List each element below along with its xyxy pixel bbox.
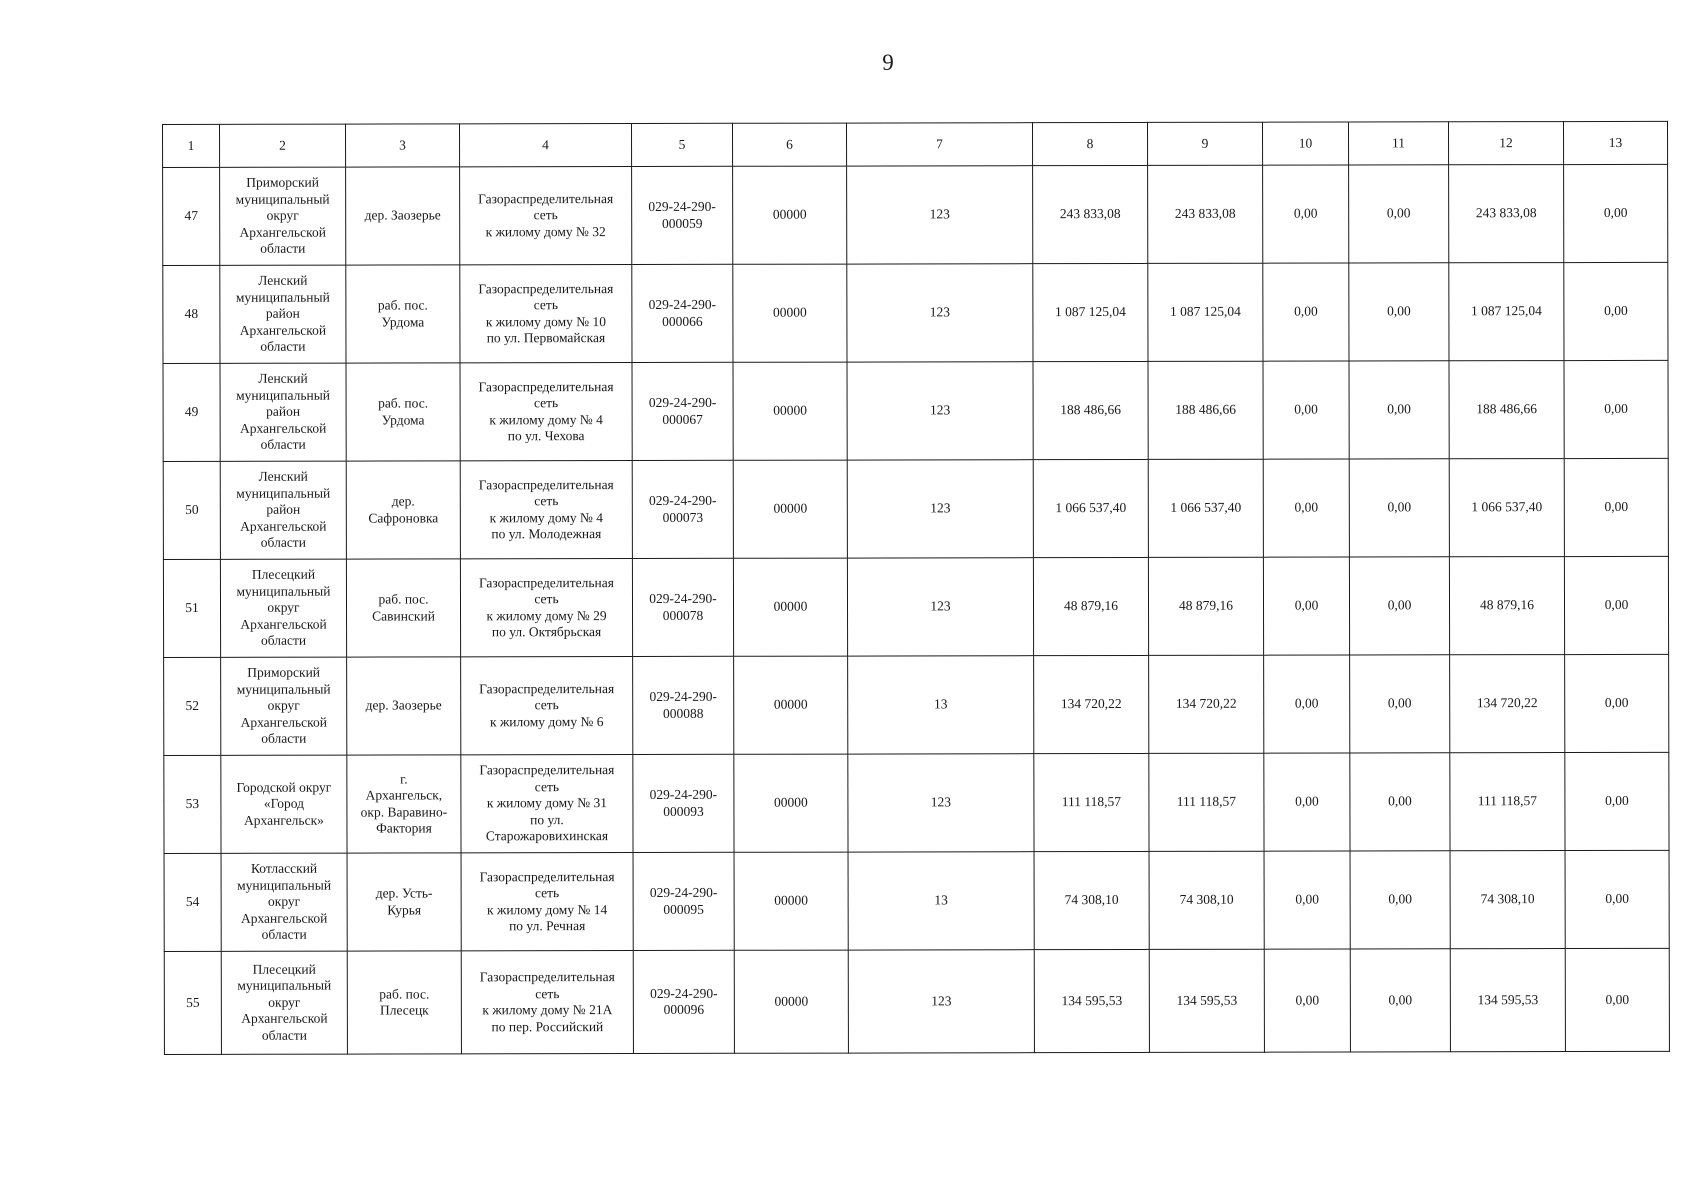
cell-text-line: к жилому дому № 4 (489, 509, 604, 525)
cell-text-line: раб. пос. (378, 591, 429, 607)
cell-text-line: муниципальный (236, 681, 331, 697)
column-header-4: 4 (460, 124, 632, 167)
column-9-cell: 134 595,53 (1149, 949, 1264, 1052)
cell-text-line: Плесецк (379, 1002, 429, 1018)
column-11-cell: 0,00 (1349, 557, 1449, 655)
cell-text-line: Газораспределительная (478, 378, 614, 394)
cell-text-line: к жилому дому № 10 (485, 313, 607, 329)
table-row (164, 948, 1669, 1054)
municipality-cell (221, 951, 347, 1054)
object-code-cell (632, 166, 733, 264)
object-code-cell (632, 264, 733, 362)
cell-text-line: Урдома (381, 313, 425, 330)
object-name-cell (460, 559, 632, 657)
cell-text-line: области (261, 1027, 307, 1043)
cell-text-line: Архангельской (239, 322, 327, 338)
municipality-cell (221, 853, 347, 951)
column-12-cell: 134 595,53 (1450, 949, 1565, 1052)
cell-text-line: 000088 (662, 705, 704, 721)
row-number-cell: 49 (163, 363, 220, 461)
column-7-cell: 13 (848, 656, 1034, 754)
cell-text-line: 029-24-290- (649, 884, 718, 900)
column-header-1: 1 (163, 124, 220, 167)
column-13-cell: 0,00 (1564, 556, 1668, 654)
cell-text-line: муниципальный (237, 977, 332, 994)
settlement-cell (346, 559, 460, 657)
cell-text-line: муниципальный (236, 387, 331, 403)
column-12-cell: 48 879,16 (1449, 557, 1564, 655)
column-header-2: 2 (220, 124, 346, 167)
cell-text-line: Газораспределительная (479, 680, 615, 697)
column-10-cell: 0,00 (1263, 557, 1349, 655)
cell-text-line: Газораспределительная (479, 868, 615, 884)
settlement-cell (347, 755, 461, 853)
cell-text-line: области (261, 926, 307, 943)
column-11-cell: 0,00 (1349, 165, 1449, 263)
settlement-cell (346, 167, 460, 265)
cell-text-line: Курья (387, 901, 422, 918)
cell-text-line: раб. пос. (377, 297, 428, 313)
cell-text-line: Ленский (258, 370, 308, 387)
column-12-cell: 188 486,66 (1449, 361, 1564, 459)
cell-text-line: сеть (534, 697, 559, 713)
column-10-cell: 0,00 (1263, 263, 1349, 361)
column-7-cell: 123 (848, 754, 1034, 852)
cell-text-line: Плесецкий (252, 961, 316, 977)
object-code-cell (633, 852, 734, 950)
column-9-cell: 111 118,57 (1149, 753, 1264, 851)
column-7-cell: 123 (847, 362, 1033, 460)
cell-text-line: округ (266, 207, 299, 224)
column-12-cell: 243 833,08 (1449, 165, 1564, 263)
column-13-cell: 0,00 (1565, 850, 1669, 948)
column-12-cell: 134 720,22 (1450, 655, 1565, 753)
cell-text-line: раб. пос. (379, 985, 430, 1002)
cell-text-line: Архангельской (241, 1010, 328, 1027)
cell-text-line: округ (268, 994, 301, 1010)
cell-text-line: муниципальный (237, 877, 332, 893)
column-9-cell: 74 308,10 (1149, 851, 1264, 949)
column-6-cell: 00000 (734, 852, 848, 950)
column-8-cell: 1 087 125,04 (1033, 263, 1148, 361)
column-11-cell: 0,00 (1350, 753, 1450, 851)
column-6-cell: 00000 (733, 460, 847, 558)
cell-text-line: области (260, 632, 307, 649)
cell-text-line: «Город (263, 795, 304, 812)
cell-text-line: 029-24-290- (649, 786, 718, 802)
column-13-cell: 0,00 (1565, 752, 1669, 850)
object-name-cell (460, 167, 632, 265)
cell-text-line: к жилому дому № 29 (486, 607, 607, 623)
column-header-7: 7 (846, 123, 1032, 166)
column-13-cell: 0,00 (1564, 458, 1668, 556)
cell-text-line: 000066 (662, 313, 703, 329)
table-row (163, 262, 1668, 363)
settlement-cell (347, 951, 461, 1054)
row-number-cell: 52 (164, 657, 221, 755)
object-name-cell (461, 755, 633, 853)
cell-text-line: сеть (533, 207, 558, 223)
column-10-cell: 0,00 (1263, 165, 1349, 263)
column-6-cell: 00000 (733, 362, 847, 460)
header-row (163, 121, 1668, 167)
cell-text-line: раб. пос. (378, 395, 429, 411)
cell-text-line: 029-24-290- (648, 198, 716, 214)
cell-text-line: области (260, 240, 306, 257)
column-10-cell: 0,00 (1264, 753, 1350, 851)
column-9-cell: 48 879,16 (1148, 557, 1263, 655)
column-7-cell: 123 (847, 264, 1033, 362)
object-name-cell (460, 461, 632, 559)
cell-text-line: к жилому дому № 31 (486, 795, 608, 811)
cell-text-line: 000095 (663, 901, 704, 917)
column-7-cell: 123 (847, 558, 1033, 656)
cell-text-line: дер. Заозерье (364, 207, 441, 223)
cell-text-line: Ленский (258, 468, 308, 485)
row-number-cell: 47 (163, 167, 220, 265)
cell-text-line: по ул. Октябрьская (491, 624, 602, 640)
column-7-cell: 123 (848, 950, 1034, 1053)
column-12-cell: 74 308,10 (1450, 851, 1565, 949)
column-header-9: 9 (1147, 122, 1262, 165)
column-12-cell: 1 066 537,40 (1449, 459, 1564, 557)
cell-text-line: Савинский (372, 607, 435, 624)
object-code-cell (632, 362, 733, 460)
column-11-cell: 0,00 (1349, 459, 1449, 557)
cell-text-line: окр. Варавино- (360, 803, 448, 820)
column-13-cell: 0,00 (1564, 360, 1668, 458)
column-10-cell: 0,00 (1264, 851, 1350, 949)
column-header-12: 12 (1448, 122, 1563, 165)
cell-text-line: Архангельск» (244, 812, 324, 828)
column-8-cell: 111 118,57 (1034, 753, 1149, 851)
column-8-cell: 188 486,66 (1033, 361, 1148, 459)
cell-text-line: муниципальный (235, 191, 330, 207)
municipality-cell (220, 167, 346, 265)
column-8-cell: 243 833,08 (1033, 165, 1148, 263)
cell-text-line: по ул. Речная (509, 918, 586, 934)
column-13-cell: 0,00 (1565, 654, 1669, 752)
cell-text-line: к жилому дому № 21А (482, 1002, 613, 1018)
column-7-cell: 13 (848, 852, 1034, 950)
municipality-cell (220, 559, 346, 657)
cell-text-line: 000093 (663, 803, 704, 819)
column-8-cell: 1 066 537,40 (1033, 459, 1148, 557)
settlement-cell (346, 461, 460, 559)
object-code-cell (633, 754, 734, 852)
cell-text-line: 000078 (662, 607, 704, 623)
column-9-cell: 243 833,08 (1148, 165, 1263, 263)
cell-text-line: Архангельской (240, 714, 327, 730)
cell-text-line: по ул. Первомайская (486, 330, 606, 346)
column-11-cell: 0,00 (1349, 361, 1449, 459)
table-row (163, 556, 1668, 657)
settlement-cell (347, 853, 461, 951)
cell-text-line: по ул. Молодежная (491, 526, 602, 542)
cell-text-line: сеть (533, 297, 559, 313)
cell-text-line: округ (267, 697, 300, 714)
cell-text-line: к жилому дому № 32 (485, 223, 606, 240)
table-row (164, 654, 1669, 755)
cell-text-line: Урдома (381, 411, 425, 428)
object-name-cell (461, 853, 633, 951)
settlement-cell (346, 363, 460, 461)
column-11-cell: 0,00 (1350, 655, 1450, 753)
column-10-cell: 0,00 (1264, 655, 1350, 753)
column-6-cell: 00000 (734, 754, 848, 852)
column-12-cell: 1 087 125,04 (1449, 263, 1564, 361)
settlement-cell (346, 265, 460, 363)
cell-text-line: сеть (535, 985, 560, 1001)
cell-text-line: Старожаровихинская (485, 828, 609, 844)
object-code-cell (632, 558, 733, 656)
municipality-cell (220, 363, 346, 461)
object-name-cell (461, 657, 633, 755)
column-10-cell: 0,00 (1263, 459, 1349, 557)
cell-text-line: сеть (533, 395, 559, 411)
cell-text-line: Архангельской (240, 616, 327, 632)
column-11-cell: 0,00 (1350, 949, 1450, 1052)
cell-text-line: сеть (534, 591, 559, 607)
municipality-cell (220, 461, 346, 559)
row-number-cell: 50 (163, 461, 220, 559)
table-row (163, 360, 1668, 461)
column-13-cell: 0,00 (1565, 948, 1669, 1051)
cell-text-line: Архангельской (240, 910, 328, 926)
cell-text-line: район (265, 305, 300, 322)
row-number-cell: 54 (164, 853, 221, 951)
row-number-cell: 48 (163, 265, 220, 363)
object-code-cell (633, 656, 734, 754)
cell-text-line: Газораспределительная (478, 574, 614, 590)
cell-text-line: Сафроновка (368, 509, 439, 526)
column-header-6: 6 (732, 123, 846, 166)
page-number: 9 (882, 50, 894, 75)
column-6-cell: 00000 (733, 166, 847, 264)
column-6-cell: 00000 (733, 558, 847, 656)
cell-text-line: муниципальный (236, 583, 331, 599)
cell-text-line: сеть (534, 885, 560, 901)
cell-text-line: Приморский (247, 664, 321, 681)
column-13-cell: 0,00 (1564, 262, 1668, 360)
cell-text-line: район (266, 501, 301, 518)
column-10-cell: 0,00 (1264, 949, 1350, 1052)
cell-text-line: округ (267, 599, 300, 616)
column-header-10: 10 (1262, 122, 1348, 165)
cell-text-line: по ул. Чехова (507, 428, 585, 444)
cell-text-line: к жилому дому № 6 (490, 713, 604, 730)
cell-text-line: район (266, 403, 301, 420)
column-header-3: 3 (346, 124, 460, 167)
cell-text-line: Газораспределительная (478, 190, 614, 207)
column-header-8: 8 (1032, 122, 1147, 165)
object-code-cell (632, 460, 733, 558)
column-6-cell: 00000 (733, 264, 847, 362)
cell-text-line: 000073 (662, 509, 704, 525)
cell-text-line: Газораспределительная (478, 476, 614, 492)
column-6-cell: 00000 (734, 656, 848, 754)
cell-text-line: Архангельской (239, 224, 326, 240)
cell-text-line: дер. (391, 493, 415, 509)
data-table (162, 121, 1670, 1055)
cell-text-line: округ (268, 893, 301, 910)
column-header-5: 5 (632, 123, 733, 166)
cell-text-line: 000096 (663, 1001, 705, 1017)
cell-text-line: дер. Усть- (375, 885, 433, 901)
column-10-cell: 0,00 (1263, 361, 1349, 459)
cell-text-line: Газораспределительная (479, 969, 615, 985)
cell-text-line: 029-24-290- (649, 688, 717, 704)
cell-text-line: Котласский (250, 860, 318, 877)
column-9-cell: 1 087 125,04 (1148, 263, 1263, 361)
cell-text-line: Архангельской (240, 518, 327, 534)
object-code-cell (633, 950, 734, 1053)
cell-text-line: муниципальный (235, 289, 330, 305)
table-row (163, 458, 1668, 559)
cell-text-line: 029-24-290- (649, 590, 717, 606)
column-9-cell: 1 066 537,40 (1148, 459, 1263, 557)
row-number-cell: 53 (164, 755, 221, 853)
cell-text-line: 029-24-290- (649, 492, 717, 508)
cell-text-line: области (260, 338, 306, 355)
cell-text-line: области (260, 534, 306, 551)
cell-text-line: Фактория (376, 820, 432, 836)
column-header-13: 13 (1563, 121, 1667, 164)
column-6-cell: 00000 (734, 950, 848, 1053)
cell-text-line: муниципальный (236, 485, 331, 501)
cell-text-line: сеть (534, 778, 560, 794)
cell-text-line: дер. Заозерье (365, 697, 442, 713)
municipality-cell (221, 657, 347, 755)
table-row (164, 850, 1669, 951)
table-row (163, 164, 1668, 265)
municipality-cell (221, 755, 347, 853)
cell-text-line: по пер. Российский (491, 1018, 604, 1034)
object-name-cell (461, 951, 633, 1054)
cell-text-line: к жилому дому № 14 (487, 901, 608, 917)
table-row (164, 752, 1669, 853)
column-header-11: 11 (1348, 122, 1448, 165)
cell-text-line: г. (400, 770, 408, 787)
column-8-cell: 74 308,10 (1034, 851, 1149, 949)
object-name-cell (460, 363, 632, 461)
column-7-cell: 123 (847, 166, 1033, 264)
cell-text-line: сеть (534, 493, 559, 509)
cell-text-line: области (261, 730, 307, 747)
cell-text-line: области (260, 436, 306, 453)
cell-text-line: Городской округ (236, 779, 332, 795)
object-name-cell (460, 265, 632, 363)
cell-text-line: Газораспределительная (479, 762, 615, 778)
cell-text-line: 029-24-290- (648, 394, 717, 410)
settlement-cell (347, 657, 461, 755)
column-8-cell: 48 879,16 (1033, 557, 1148, 655)
table-body (163, 164, 1670, 1054)
column-9-cell: 134 720,22 (1149, 655, 1264, 753)
cell-text-line: Газораспределительная (478, 280, 614, 296)
column-11-cell: 0,00 (1349, 263, 1449, 361)
cell-text-line: Плесецкий (251, 566, 316, 583)
cell-text-line: 029-24-290- (648, 296, 717, 312)
column-13-cell: 0,00 (1564, 164, 1668, 262)
column-11-cell: 0,00 (1350, 851, 1450, 949)
cell-text-line: к жилому дому № 4 (489, 411, 603, 427)
column-7-cell: 123 (847, 460, 1033, 558)
column-8-cell: 134 595,53 (1034, 949, 1149, 1052)
cell-text-line: Приморский (246, 174, 320, 191)
cell-text-line: по ул. (530, 811, 564, 827)
row-number-cell: 55 (164, 951, 221, 1054)
cell-text-line: 029-24-290- (650, 985, 718, 1001)
row-number-cell: 51 (163, 559, 220, 657)
cell-text-line: Архангельск, (365, 787, 443, 803)
column-8-cell: 134 720,22 (1034, 655, 1149, 753)
column-12-cell: 111 118,57 (1450, 753, 1565, 851)
column-9-cell: 188 486,66 (1148, 361, 1263, 459)
cell-text-line: 000067 (662, 411, 703, 427)
cell-text-line: Архангельской (239, 420, 327, 436)
cell-text-line: 000059 (661, 215, 703, 231)
cell-text-line: Ленский (258, 272, 308, 289)
municipality-cell (220, 265, 346, 363)
